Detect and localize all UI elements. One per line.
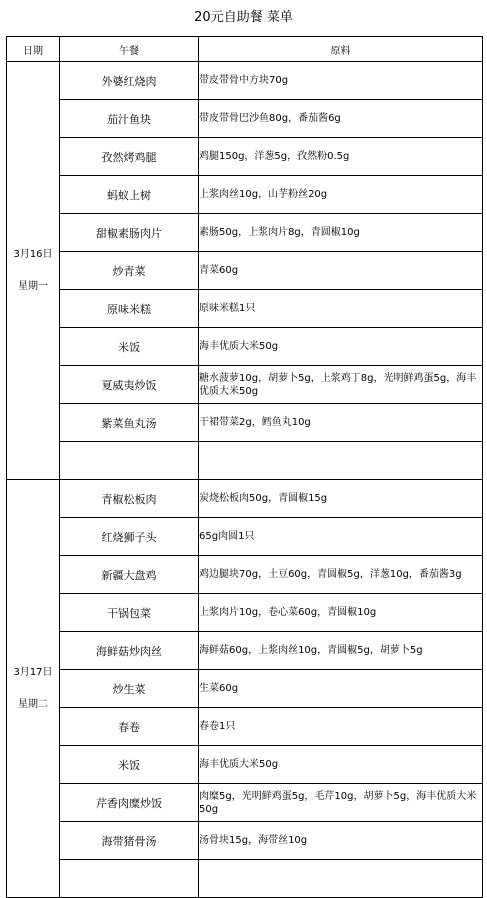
dish-name: 干锅包菜	[60, 594, 199, 632]
dish-ingredients: 带皮带骨巴沙鱼80g，番茄酱6g	[199, 100, 483, 138]
dish-ingredients: 干裙带菜2g，鳕鱼丸10g	[199, 404, 483, 442]
table-row	[7, 556, 483, 594]
document-title: 20元自助餐 菜单	[194, 10, 293, 25]
dish-ingredients: 鸡边腿块70g，土豆60g，青圆椒5g，洋葱10g，番茄酱3g	[199, 556, 483, 594]
dish-name: 海鲜菇炒肉丝	[60, 632, 199, 670]
dish-ingredients: 生菜60g	[199, 670, 483, 708]
table-row	[7, 822, 483, 860]
table-row	[7, 670, 483, 708]
dish-name: 米饭	[60, 328, 199, 366]
table-row	[7, 746, 483, 784]
empty-row	[7, 442, 483, 480]
table-row	[7, 784, 483, 822]
weekday-label: 星期二	[18, 698, 48, 710]
dish-name: 春卷	[60, 708, 199, 746]
dish-name: 茄汁鱼块	[60, 100, 199, 138]
dish-name	[60, 442, 199, 480]
table-row	[7, 62, 483, 100]
dish-name: 炒青菜	[60, 252, 199, 290]
dish-name: 外婆红烧肉	[60, 62, 199, 100]
table-row	[7, 518, 483, 556]
dish-name: 米饭	[60, 746, 199, 784]
weekday-label: 星期一	[18, 280, 48, 292]
dish-ingredients: 海鲜菇60g，上浆肉丝10g，青圆椒5g，胡萝卜5g	[199, 632, 483, 670]
dish-ingredients: 糖水菠萝10g，胡萝卜5g，上浆鸡丁8g，光明鲜鸡蛋5g，海丰优质大米50g	[199, 366, 483, 404]
menu-table	[6, 36, 483, 898]
dish-ingredients: 海丰优质大米50g	[199, 746, 483, 784]
dish-name: 夏威夷炒饭	[60, 366, 199, 404]
table-row	[7, 708, 483, 746]
date-label: 3月17日	[13, 666, 53, 678]
dish-ingredients	[199, 860, 483, 898]
dish-ingredients: 带皮带骨中方块70g	[199, 62, 483, 100]
dish-name: 海带猪骨汤	[60, 822, 199, 860]
dish-name: 蚂蚁上树	[60, 176, 199, 214]
dish-ingredients: 春卷1只	[199, 708, 483, 746]
table-row	[7, 214, 483, 252]
table-row	[7, 328, 483, 366]
dish-name: 孜然烤鸡腿	[60, 138, 199, 176]
table-row	[7, 366, 483, 404]
dish-ingredients: 原味米糕1只	[199, 290, 483, 328]
dish-ingredients: 素肠50g，上浆肉片8g，青圆椒10g	[199, 214, 483, 252]
table-row	[7, 404, 483, 442]
table-row	[7, 480, 483, 518]
header-lunch: 午餐	[60, 37, 199, 62]
dish-ingredients	[199, 442, 483, 480]
table-row	[7, 252, 483, 290]
date-label: 3月16日	[13, 248, 53, 260]
dish-name: 青椒松板肉	[60, 480, 199, 518]
dish-ingredients: 肉糜5g，光明鲜鸡蛋5g，毛芹10g，胡萝卜5g，海丰优质大米50g	[199, 784, 483, 822]
dish-ingredients: 汤骨块15g，海带丝10g	[199, 822, 483, 860]
dish-ingredients: 炭烧松板肉50g，青圆椒15g	[199, 480, 483, 518]
table-row	[7, 632, 483, 670]
dish-ingredients: 海丰优质大米50g	[199, 328, 483, 366]
dish-name: 原味米糕	[60, 290, 199, 328]
header-ingredients: 原料	[199, 37, 483, 62]
table-row	[7, 138, 483, 176]
dish-ingredients: 上浆肉丝10g，山芋粉丝20g	[199, 176, 483, 214]
dish-name	[60, 860, 199, 898]
table-row	[7, 594, 483, 632]
dish-ingredients: 鸡腿150g，洋葱5g，孜然粉0.5g	[199, 138, 483, 176]
dish-ingredients: 65g肉圆1只	[199, 518, 483, 556]
dish-ingredients: 上浆肉片10g，卷心菜60g，青圆椒10g	[199, 594, 483, 632]
dish-ingredients: 青菜60g	[199, 252, 483, 290]
header-row	[7, 37, 483, 62]
empty-row	[7, 860, 483, 898]
dish-name: 甜椒素肠肉片	[60, 214, 199, 252]
table-row	[7, 100, 483, 138]
date-cell	[7, 62, 60, 480]
dish-name: 紫菜鱼丸汤	[60, 404, 199, 442]
header-date: 日期	[7, 37, 60, 62]
dish-name: 新疆大盘鸡	[60, 556, 199, 594]
date-cell	[7, 480, 60, 898]
menu-body	[7, 62, 483, 898]
dish-name: 红烧狮子头	[60, 518, 199, 556]
table-row	[7, 176, 483, 214]
dish-name: 芹香肉糜炒饭	[60, 784, 199, 822]
dish-name: 炒生菜	[60, 670, 199, 708]
table-row	[7, 290, 483, 328]
